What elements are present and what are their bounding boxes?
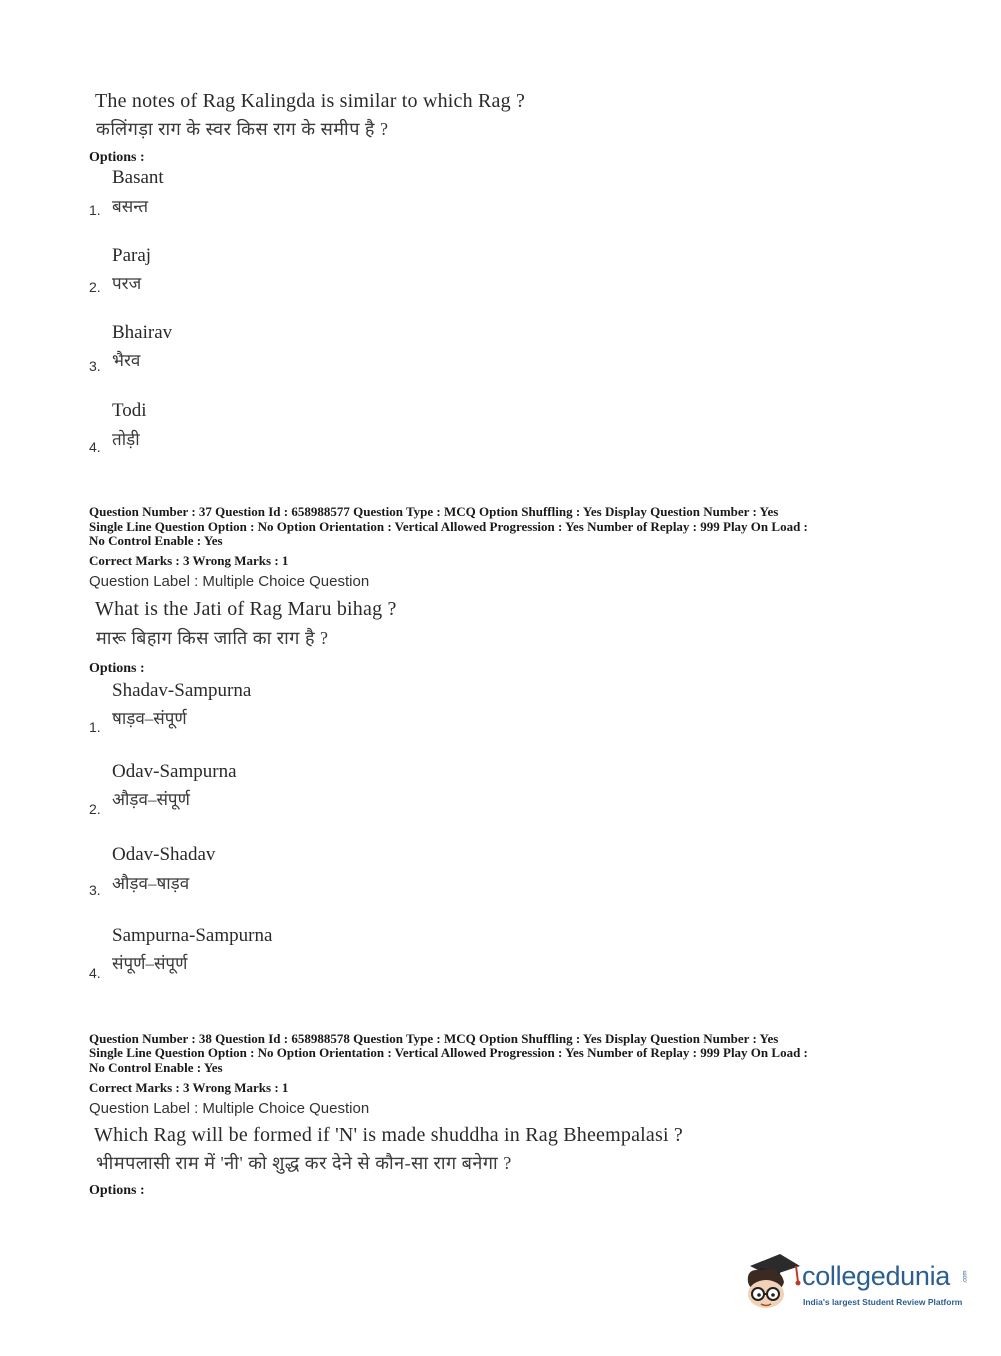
question-meta-line: Question Number : 38 Question Id : 658988578 Question Type : MCQ Option Shuffling : Yes Display Question Number : Yes [89,1031,779,1046]
option-text-en: Odav-Shadav [112,844,216,865]
option-number: 1. [89,719,101,735]
logo-suffix: .com [962,1270,969,1284]
option-number: 2. [89,801,101,817]
question-text-en: The notes of Rag Kalingda is similar to which Rag ? [95,90,526,112]
option-number: 4. [89,439,101,455]
question-meta-line: Single Line Question Option : No Option Orientation : Vertical Allowed Progression : Yes Number of Replay : 999 Play On Load : [89,1045,808,1060]
option-text-hi: संपूर्ण–संपूर्ण [112,954,188,973]
option-text-en: Sampurna-Sampurna [112,925,273,946]
question-text-en: What is the Jati of Rag Maru bihag ? [95,598,397,620]
option-text-en: Paraj [112,245,152,266]
options-heading: Options : [89,150,145,165]
question-text-hi: मारू बिहाग किस जाति का राग है ? [96,628,329,648]
option-text-hi: बसन्त [112,197,149,216]
option-number: 3. [89,882,101,898]
question-label: Question Label : Multiple Choice Question [89,573,370,590]
question-meta-line: No Control Enable : Yes [89,533,223,548]
question-meta-line: Question Number : 37 Question Id : 658988577 Question Type : MCQ Option Shuffling : Yes Display Question Number : Yes [89,504,779,519]
question-text-en: Which Rag will be formed if 'N' is made shuddha in Rag Bheempalasi ? [94,1124,684,1146]
option-text-en: Shadav-Sampurna [112,680,252,701]
question-text-hi: भीमपलासी राम में 'नी' को शुद्ध कर देने से कौन-सा राग बनेगा ? [96,1153,512,1173]
option-text-hi: भैरव [112,351,141,370]
option-text-hi: परज [112,274,142,293]
logo-wordmark: collegedunia [802,1261,951,1291]
option-text-hi: षाड़व–संपूर्ण [112,709,187,728]
options-heading: Options : [89,1183,145,1198]
question-label: Question Label : Multiple Choice Question [89,1100,370,1117]
question-marks: Correct Marks : 3 Wrong Marks : 1 [89,1080,289,1095]
option-number: 3. [89,358,101,374]
question-marks: Correct Marks : 3 Wrong Marks : 1 [89,553,289,568]
mascot-icon [740,1252,802,1314]
question-meta-line: No Control Enable : Yes [89,1060,223,1075]
option-number: 1. [89,202,101,218]
option-text-hi: औड़व–षाड़व [112,874,190,893]
option-text-hi: तोड़ी [112,430,140,449]
option-text-en: Basant [112,167,164,188]
option-number: 2. [89,279,101,295]
option-number: 4. [89,965,101,981]
logo-tagline: India's largest Student Review Platform [803,1297,963,1307]
option-text-en: Odav-Sampurna [112,761,237,782]
option-text-hi: औड़व–संपूर्ण [112,790,190,809]
option-text-en: Todi [112,400,147,421]
options-heading: Options : [89,661,145,676]
question-text-hi: कलिंगड़ा राग के स्वर किस राग के समीप है ? [96,119,389,139]
question-meta-line: Single Line Question Option : No Option Orientation : Vertical Allowed Progression : Yes Number of Replay : 999 Play On Load : [89,519,808,534]
option-text-en: Bhairav [112,322,173,343]
collegedunia-logo [740,1250,970,1318]
